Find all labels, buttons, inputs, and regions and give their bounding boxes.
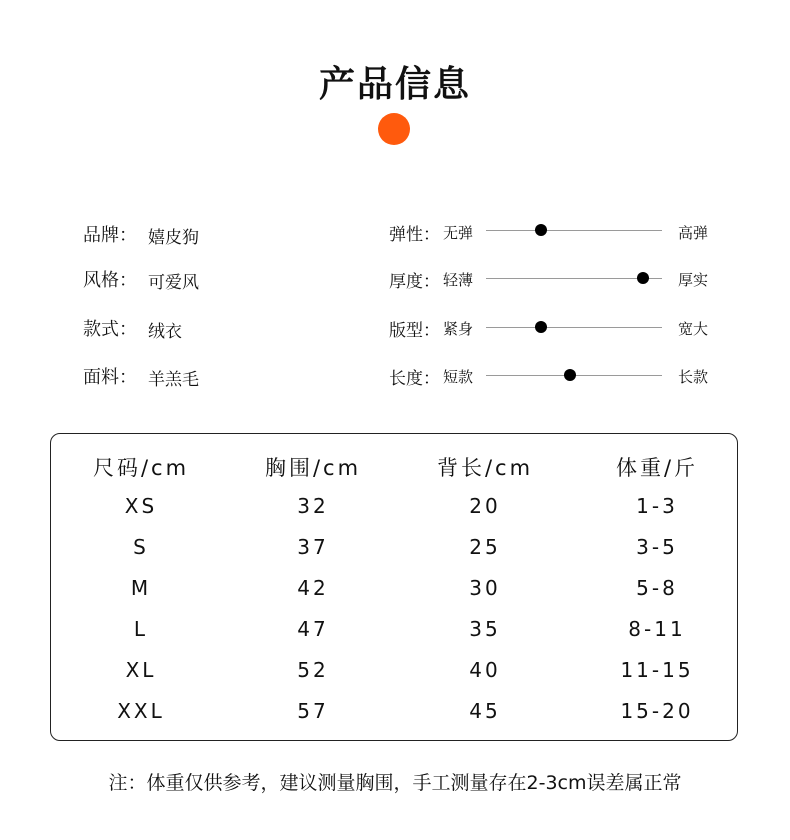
cell-chest: 42 xyxy=(297,576,329,600)
cell-back-length: 30 xyxy=(469,576,501,600)
cell-back-length: 20 xyxy=(469,494,501,518)
footnote: 注：体重仅供参考，建议测量胸围，手工测量存在2-3cm误差属正常 xyxy=(108,772,682,794)
scale-max-label: 厚实 xyxy=(678,271,709,289)
scale-track xyxy=(486,327,662,328)
size-table xyxy=(50,433,738,741)
page-title: 产品信息 xyxy=(318,64,471,105)
scale-knob xyxy=(535,224,547,236)
scale-max-label: 长款 xyxy=(678,368,709,386)
scale-min-label: 紧身 xyxy=(443,320,474,338)
cell-weight: 3-5 xyxy=(636,535,678,559)
scale-label: 厚度： xyxy=(389,272,440,292)
cell-weight: 5-8 xyxy=(636,576,678,600)
cell-size: XXL xyxy=(117,699,165,723)
info-label: 面料： xyxy=(83,367,137,388)
scale-knob xyxy=(535,321,547,333)
header-back-length: 背长/cm xyxy=(436,456,534,480)
cell-back-length: 45 xyxy=(469,699,501,723)
cell-chest: 52 xyxy=(297,658,329,682)
cell-chest: 57 xyxy=(297,699,329,723)
cell-back-length: 35 xyxy=(469,617,501,641)
scale-label: 版型： xyxy=(389,321,440,341)
cell-weight: 15-20 xyxy=(620,699,694,723)
scale-label: 长度： xyxy=(389,369,440,389)
info-value: 羊羔毛 xyxy=(148,370,199,390)
cell-chest: 32 xyxy=(297,494,329,518)
scale-min-label: 无弹 xyxy=(443,224,474,242)
cell-size: XL xyxy=(125,658,157,682)
scale-min-label: 轻薄 xyxy=(443,271,474,289)
scale-max-label: 宽大 xyxy=(678,320,709,338)
scale-min-label: 短款 xyxy=(443,368,474,386)
info-label: 款式： xyxy=(83,319,137,340)
cell-weight: 1-3 xyxy=(636,494,678,518)
cell-size: XS xyxy=(124,494,158,518)
scale-knob xyxy=(637,272,649,284)
cell-size: S xyxy=(133,535,149,559)
scale-max-label: 高弹 xyxy=(678,224,709,242)
accent-dot xyxy=(378,113,410,145)
scale-label: 弹性： xyxy=(389,225,440,245)
cell-chest: 47 xyxy=(297,617,329,641)
scale-knob xyxy=(564,369,576,381)
cell-weight: 8-11 xyxy=(628,617,686,641)
info-value: 可爱风 xyxy=(148,273,199,293)
header-chest: 胸围/cm xyxy=(264,456,362,480)
header-size: 尺码/cm xyxy=(92,456,190,480)
header-weight: 体重/斤 xyxy=(615,456,699,480)
info-label: 品牌： xyxy=(83,225,137,246)
scale-track xyxy=(486,278,662,279)
cell-size: L xyxy=(133,617,149,641)
info-value: 绒衣 xyxy=(148,322,182,342)
cell-weight: 11-15 xyxy=(620,658,694,682)
cell-chest: 37 xyxy=(297,535,329,559)
cell-size: M xyxy=(130,576,152,600)
cell-back-length: 40 xyxy=(469,658,501,682)
scale-track xyxy=(486,230,662,231)
info-value: 嬉皮狗 xyxy=(148,228,199,248)
info-label: 风格： xyxy=(83,270,137,291)
cell-back-length: 25 xyxy=(469,535,501,559)
